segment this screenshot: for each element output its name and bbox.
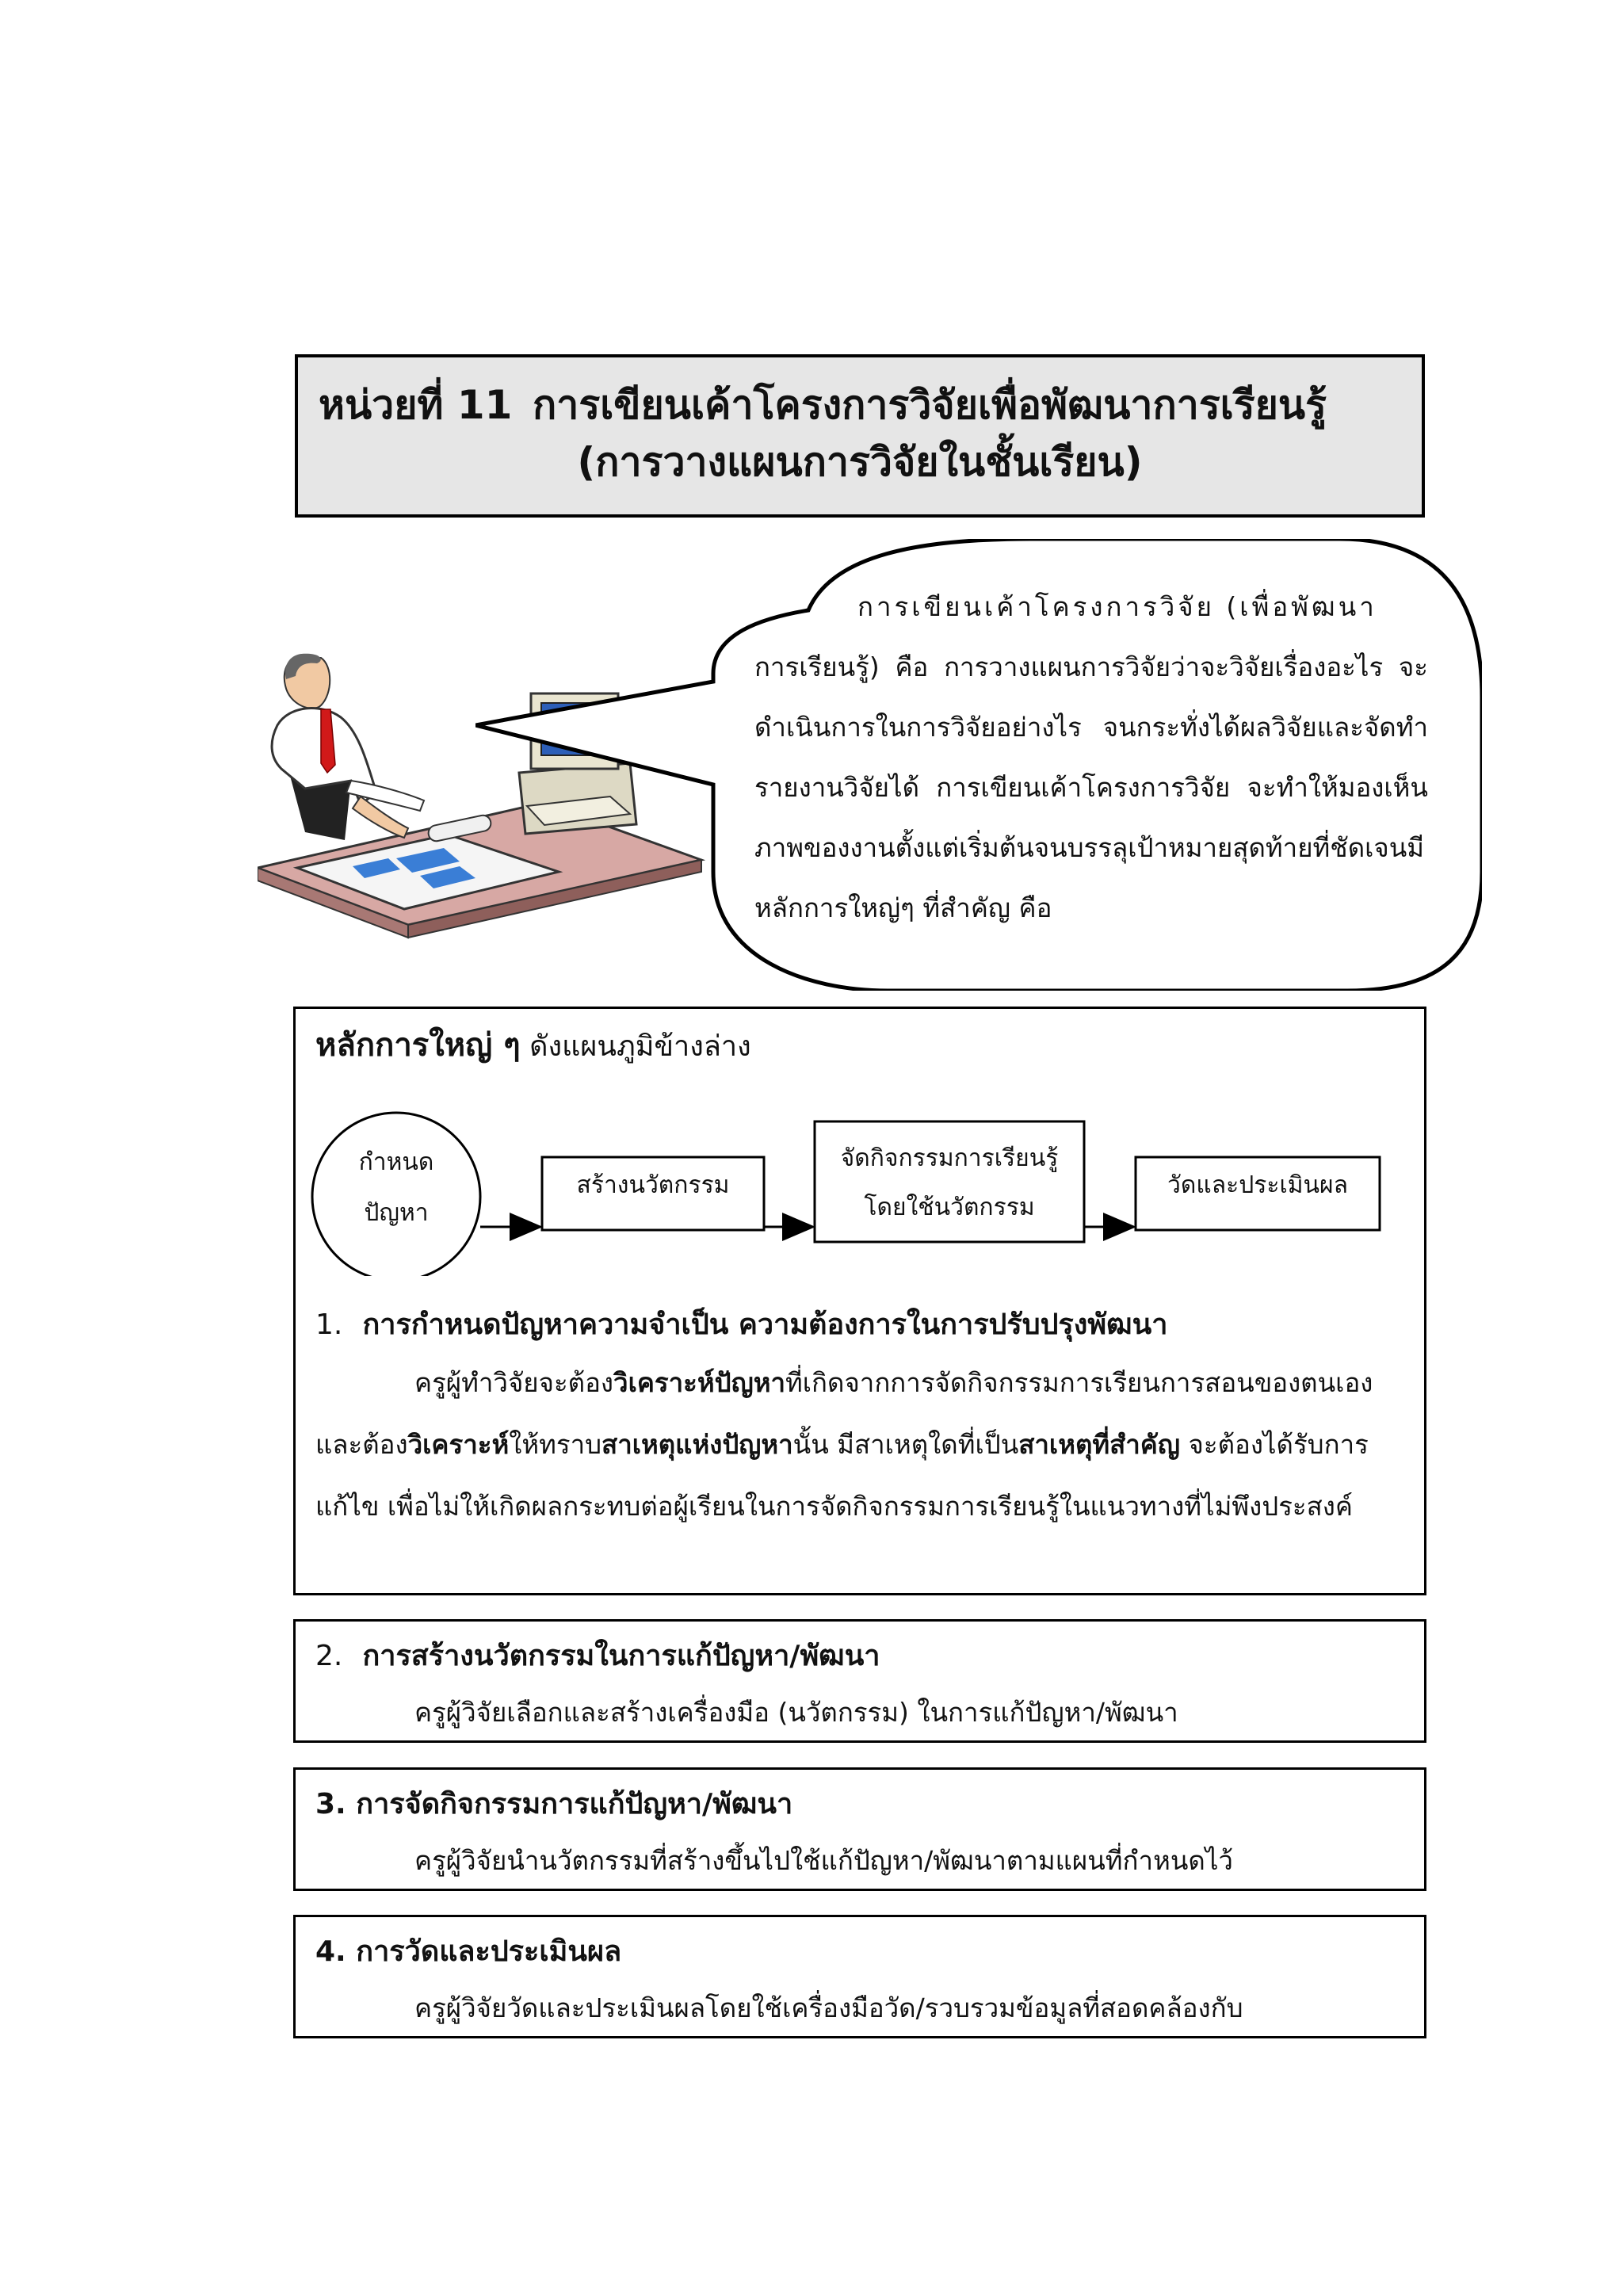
flow-step-1-text [329, 1145, 464, 1231]
section-2-description: ครูผู้วิจัยเลือกและสร้างเครื่องมือ (นวัตกรรม) ในการแก้ปัญหา/พัฒนา [414, 1697, 1178, 1728]
unit-number: หน่วยที่ 11 [319, 382, 513, 428]
section-1-title-text: การกำหนดปัญหาความจำเป็น ความต้องการในการปรับปรุงพัฒนา [362, 1308, 1168, 1341]
emphasis-analyze: วิเคราะห์ [407, 1429, 510, 1460]
section-3-title [315, 1783, 792, 1826]
section-2-title-text: การสร้างนวัตกรรมในการแก้ปัญหา/พัฒนา [362, 1640, 880, 1672]
flow-step-2-text: สร้างนวัตกรรม [576, 1171, 730, 1199]
section-3-title-text: การจัดกิจกรรมการแก้ปัญหา/พัฒนา [356, 1788, 793, 1820]
principles-heading-bold: หลักการใหญ่ ๆ [315, 1027, 521, 1064]
section-2-title [315, 1635, 880, 1678]
unit-title-text: การเขียนเค้าโครงการวิจัยเพื่อพัฒนาการเรียนรู้ [533, 382, 1327, 428]
section-2-number: 2. [315, 1640, 343, 1672]
bubble-body: การเรียนรู้) คือ การวางแผนการวิจัยว่าจะวิจัยเรื่องอะไร จะดำเนินการในการวิจัยอย่างไร จนกระทั่งได้ผลวิจัยและจัดทำรายงานวิจัยได้ การเขียนเค้าโครงการวิจัย จะทำให้มองเห็นภาพของงานตั้งแต่เริ่มต้นจนบรรลุเป้าหมายสุดท้ายที่ชัดเจนมีหลักการใหญ่ๆ ที่สำคัญ คือ [754, 651, 1428, 923]
flow-step-4-text: วัดและประเมินผล [1167, 1171, 1348, 1199]
bubble-text [754, 577, 1428, 938]
section-1-body: ครูผู้ทำวิจัยจะต้องวิเคราะห์ปัญหาที่เกิดจากการจัดกิจกรรมการเรียนการสอนของตนเองและต้องวิเคราะห์ให้ทราบสาเหตุแห่งปัญหานั้น มีสาเหตุใดที่เป็นสาเหตุที่สำคัญ จะต้องได้รับการแก้ไข เพื่อไม่ให้เกิดผลกระทบต่อผู้เรียนในการจัดกิจกรรมการเรียนรู้ในแนวทางที่ไม่พึงประสงค์ [315, 1367, 1373, 1522]
section-4-title-text: การวัดและประเมินผล [356, 1935, 622, 1968]
principles-heading [315, 1024, 751, 1068]
bubble-first-line: การเขียนเค้าโครงการวิจัย (เพื่อพัฒนา [857, 591, 1377, 622]
flow-step-1-line-1: กำหนด [358, 1148, 434, 1176]
section-3-description: ครูผู้วิจัยนำนวัตกรรมที่สร้างขึ้นไปใช้แก้ปัญหา/พัฒนาตามแผนที่กำหนดไว้ [414, 1845, 1233, 1876]
unit-subtitle: (การวางแผนการวิจัยในชั้นเรียน) [577, 439, 1143, 485]
section-4-number: 4. [315, 1935, 346, 1968]
section-1-number: 1. [315, 1308, 343, 1341]
flow-step-3-line-2: โดยใช้นวัตกรรม [864, 1194, 1035, 1221]
emphasis-important-cause: สาเหตุที่สำคัญ [1018, 1429, 1181, 1460]
section-1-title [315, 1304, 1167, 1347]
principles-heading-rest: ดังแผนภูมิข้างล่าง [529, 1030, 751, 1063]
unit-title-line-1 [298, 380, 1442, 430]
emphasis-cause-of-problem: สาเหตุแห่งปัญหา [601, 1429, 793, 1460]
unit-title-box [295, 354, 1425, 518]
section-4-title [315, 1931, 621, 1973]
section-3-number: 3. [315, 1788, 346, 1820]
section-4-description: ครูผู้วิจัยวัดและประเมินผลโดยใช้เครื่องมือวัด/รวบรวมข้อมูลที่สอดคล้องกับ [414, 1992, 1243, 2023]
flow-step-1-line-2: ปัญหา [364, 1199, 429, 1227]
emphasis-analyze-problem: วิเคราะห์ปัญหา [613, 1367, 786, 1398]
flow-step-3-text [815, 1141, 1084, 1225]
flow-step-3-line-1: จัดกิจกรรมการเรียนรู้ [840, 1144, 1059, 1172]
